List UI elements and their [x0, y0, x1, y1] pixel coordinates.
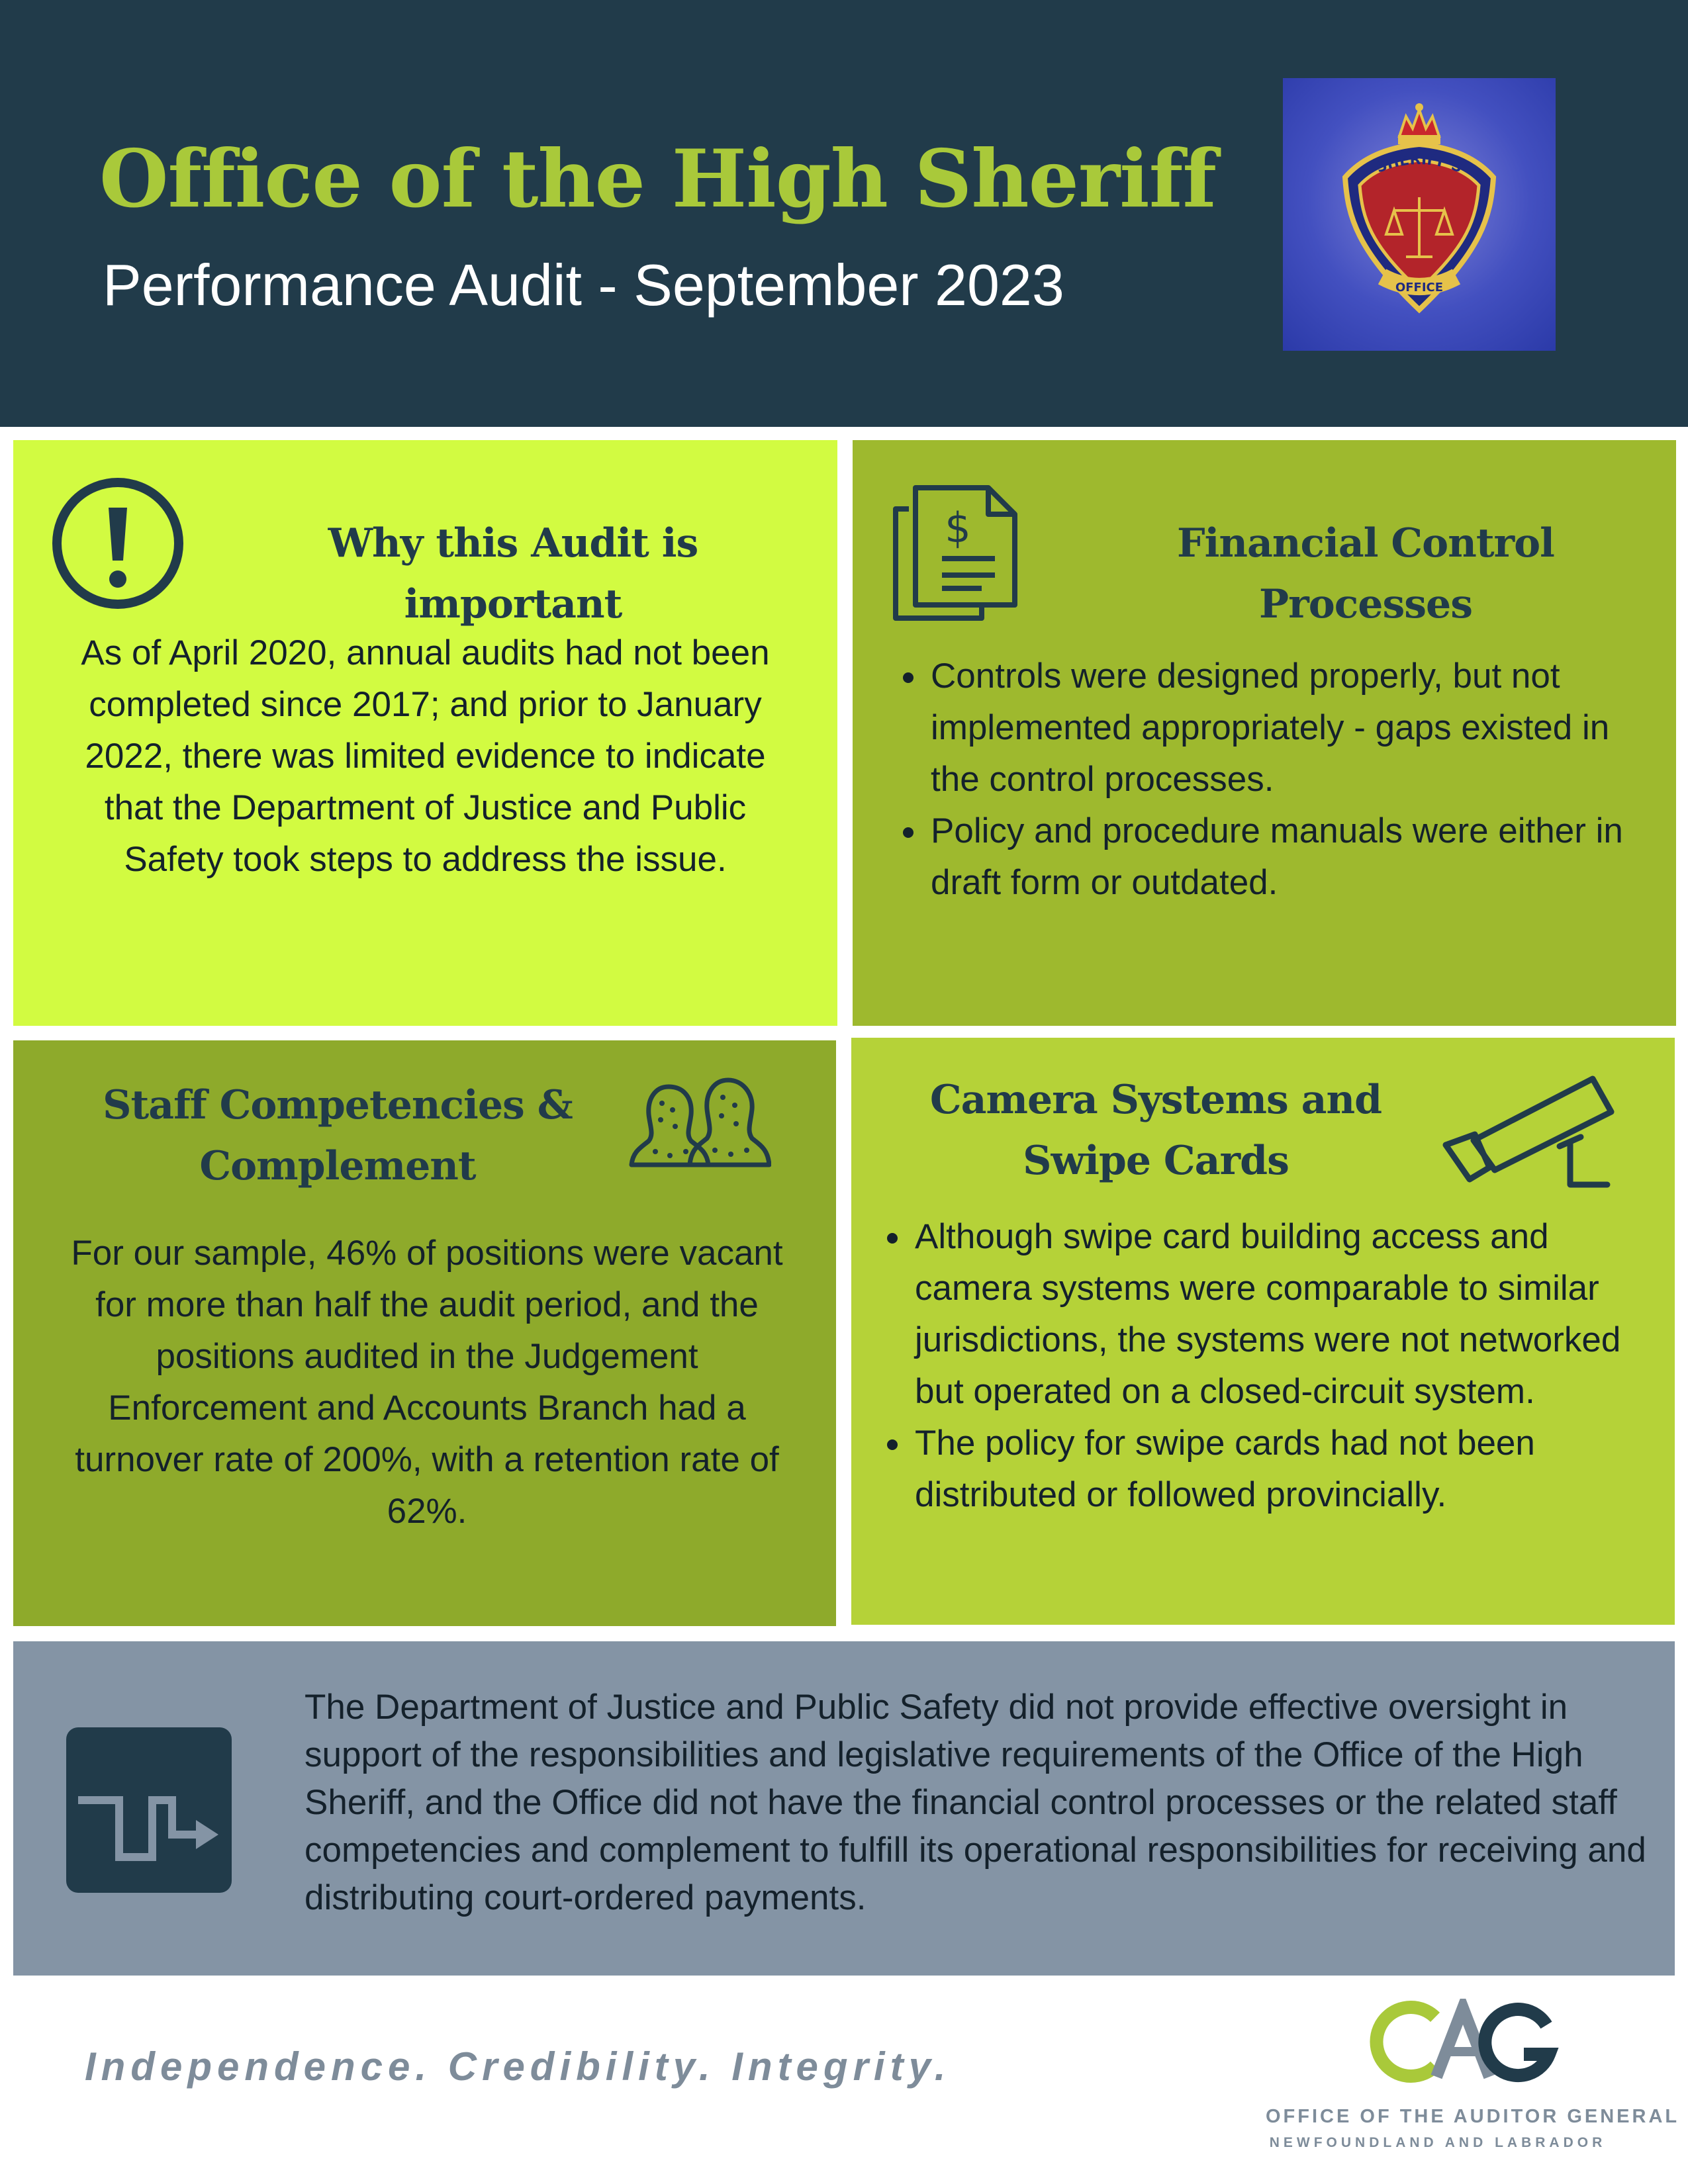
camera-swipe-list: [871, 1211, 1665, 1521]
camera-swipe-panel: [851, 1038, 1675, 1625]
invoice-dollar-document-icon: [889, 482, 1025, 625]
page-subtitle: Performance Audit - September 2023: [103, 252, 1064, 318]
financial-control-title: Financial Control Processes: [1177, 520, 1554, 627]
camera-title-line-2: Swipe Cards: [1023, 1138, 1289, 1184]
oag-logo-icon: [1357, 1999, 1575, 2085]
financial-control-list: [887, 651, 1662, 909]
svg-text:$: $: [945, 504, 971, 552]
camera-bullet-2: • The policy for swipe cards had not been distributed or followed provincially.: [912, 1418, 1665, 1521]
staff-title-line-1: Staff Competencies &: [103, 1082, 573, 1128]
conclusion-panel: [13, 1641, 1675, 1976]
staff-competencies-title: [86, 1075, 589, 1197]
path-arrow-icon: [66, 1727, 232, 1893]
oag-organization-region: NEWFOUNDLAND AND LABRADOR: [1269, 2135, 1607, 2150]
header-banner: [0, 0, 1688, 427]
sheriffs-office-logo: [1283, 78, 1556, 351]
conclusion-body: The Department of Justice and Public Safety did not provide effective oversight in support of the responsibilities and legislative requirements of the Office of the High Sheriff, and the Office did not have the financial control processes or the related staff competencies and complement to fulfill its operational responsibilities for receiving and distributing court-ordered payments.: [305, 1688, 1646, 1917]
sheriffs-office-badge-icon: [1283, 78, 1556, 351]
staff-title-line-2: Complement: [199, 1143, 476, 1189]
footer-tagline: Independence. Credibility. Integrity.: [85, 2044, 951, 2089]
svg-text:SHERIFF'S: SHERIFF'S: [1374, 151, 1465, 177]
staff-competencies-body: For our sample, 46% of positions were vacant for more than half the audit period, and the positions audited in the Judgement Enforcement and Accounts Branch had a turnover rate of 200%, with a retention rate of 62%.: [71, 1234, 783, 1531]
oag-organization-name: OFFICE OF THE AUDITOR GENERAL: [1266, 2106, 1680, 2127]
why-audit-important-panel: [13, 440, 837, 1026]
why-audit-body: As of April 2020, annual audits had not been completed since 2017; and prior to January 2022, there was limited evidence to indicate that the Department of Justice and Public Safety took steps to address the issue.: [81, 633, 770, 879]
crown-icon: [1398, 103, 1440, 144]
financial-control-panel: [853, 440, 1676, 1026]
staff-group-icon: [629, 1073, 771, 1173]
exclamation-circle-icon: [48, 473, 188, 614]
camera-swipe-title: [917, 1069, 1394, 1191]
svg-text:OFFICE: OFFICE: [1395, 281, 1444, 295]
staff-competencies-panel: [13, 1040, 836, 1626]
financial-bullet-1: • Controls were designed properly, but not implemented appropriately - gaps existed in the control processes.: [928, 651, 1662, 805]
page-title: Office of the High Sheriff: [99, 132, 1216, 226]
financial-bullet-2: • Policy and procedure manuals were either in draft form or outdated.: [928, 805, 1662, 909]
security-camera-icon: [1440, 1071, 1619, 1197]
camera-title-line-1: Camera Systems and: [929, 1077, 1382, 1123]
camera-bullet-1: • Although swipe card building access and camera systems were comparable to similar jurisdictions, the systems were not networked but operated on a closed-circuit system.: [912, 1211, 1665, 1418]
why-audit-title: Why this Audit is important: [328, 520, 698, 627]
